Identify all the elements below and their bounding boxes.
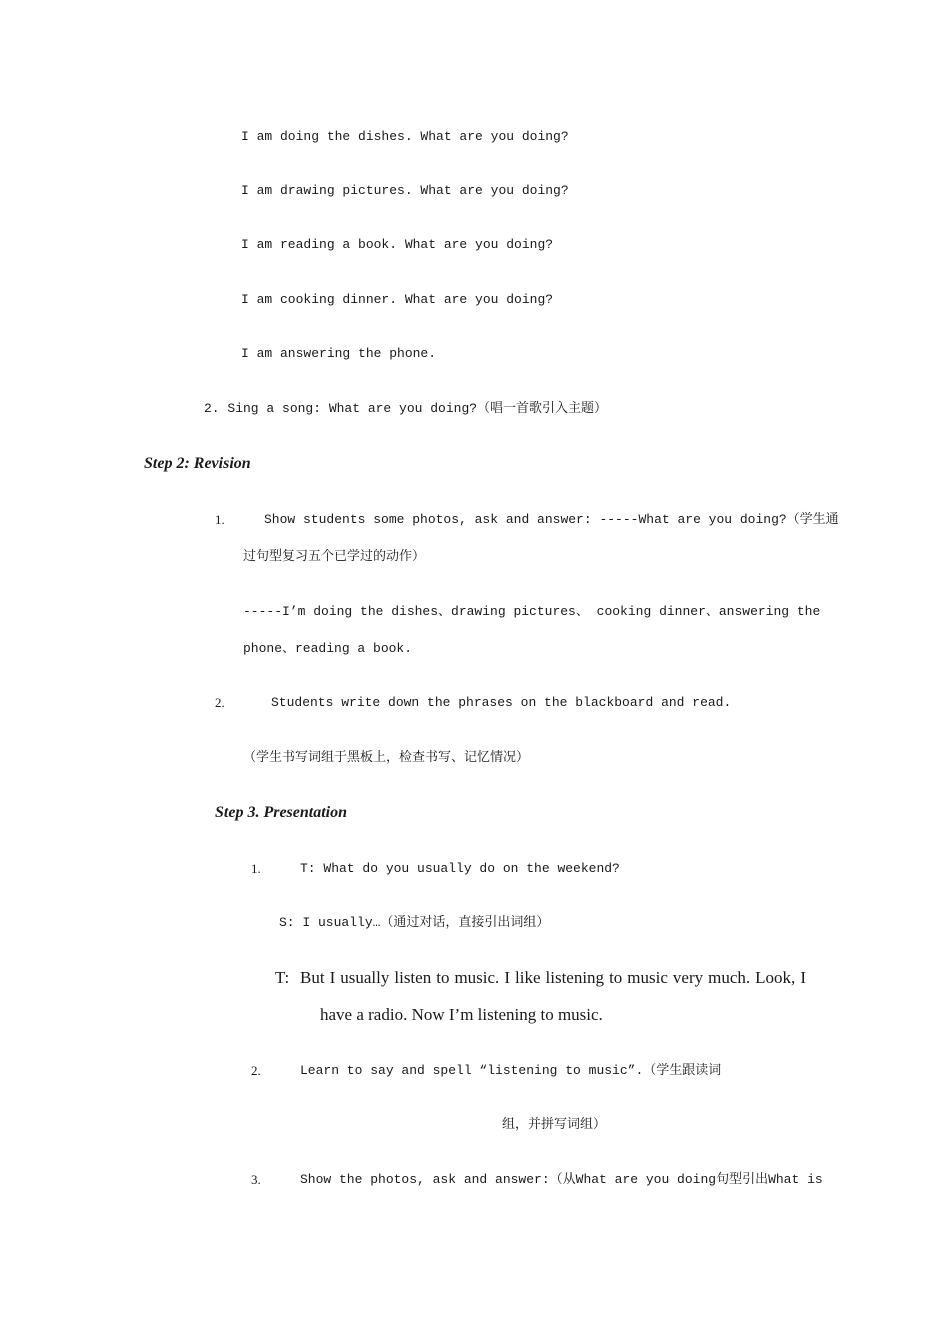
warmup-item-2: 2. Sing a song: What are you doing?（唱一首歌引入主题） (204, 401, 608, 416)
step2-item2-text: Students write down the phrases on the blackboard and read. (271, 695, 732, 710)
step2-item1-line2: 过句型复习五个已学过的动作） (243, 549, 426, 564)
step2-item1-number: 1. (215, 512, 225, 527)
step2-item1-line1: Show students some photos, ask and answer: -----What are you doing?（学生通 (264, 512, 839, 527)
step3-item3-number: 3. (251, 1172, 261, 1187)
step3-item1-number: 1. (251, 861, 261, 876)
step2-item2-number: 2. (215, 695, 225, 710)
step3-item2-continuation: 组，并拼写词组） (502, 1117, 607, 1132)
step3-item2-text: Learn to say and spell “listening to music”.（学生跟读词 (300, 1063, 722, 1078)
step2-answer-line2: phone、reading a book. (243, 641, 413, 656)
step3-item1-text: T: What do you usually do on the weekend? (300, 861, 620, 876)
dialogue-line-4: I am cooking dinner. What are you doing? (241, 292, 554, 307)
dialogue-line-1: I am doing the dishes. What are you doing? (241, 129, 569, 144)
dialogue-line-5: I am answering the phone. (241, 346, 437, 361)
step3-teacher-label: T: (275, 968, 290, 987)
step2-item2-note: （学生书写词组于黑板上，检查书写、记忆情况） (243, 750, 530, 765)
step2-heading: Step 2: Revision (144, 455, 251, 472)
step2-item1-text (264, 511, 839, 529)
step3-item3-text: Show the photos, ask and answer:（从What are you doing句型引出What is (300, 1172, 823, 1187)
step3-teacher-line1: But I usually listen to music. I like listening to music very much. Look, I (300, 968, 806, 987)
step3-heading: Step 3. Presentation (215, 804, 348, 821)
step3-student-line: S: I usually…（通过对话，直接引出词组） (279, 915, 550, 930)
dialogue-line-3: I am reading a book. What are you doing? (241, 237, 554, 252)
dialogue-line-2: I am drawing pictures. What are you doing? (241, 183, 569, 198)
step2-answer-line1: -----I’m doing the dishes、drawing pictures、 cooking dinner、answering the (243, 604, 821, 619)
step3-teacher-line2: have a radio. Now I’m listening to music. (320, 1005, 603, 1024)
step3-item2-number: 2. (251, 1063, 261, 1078)
